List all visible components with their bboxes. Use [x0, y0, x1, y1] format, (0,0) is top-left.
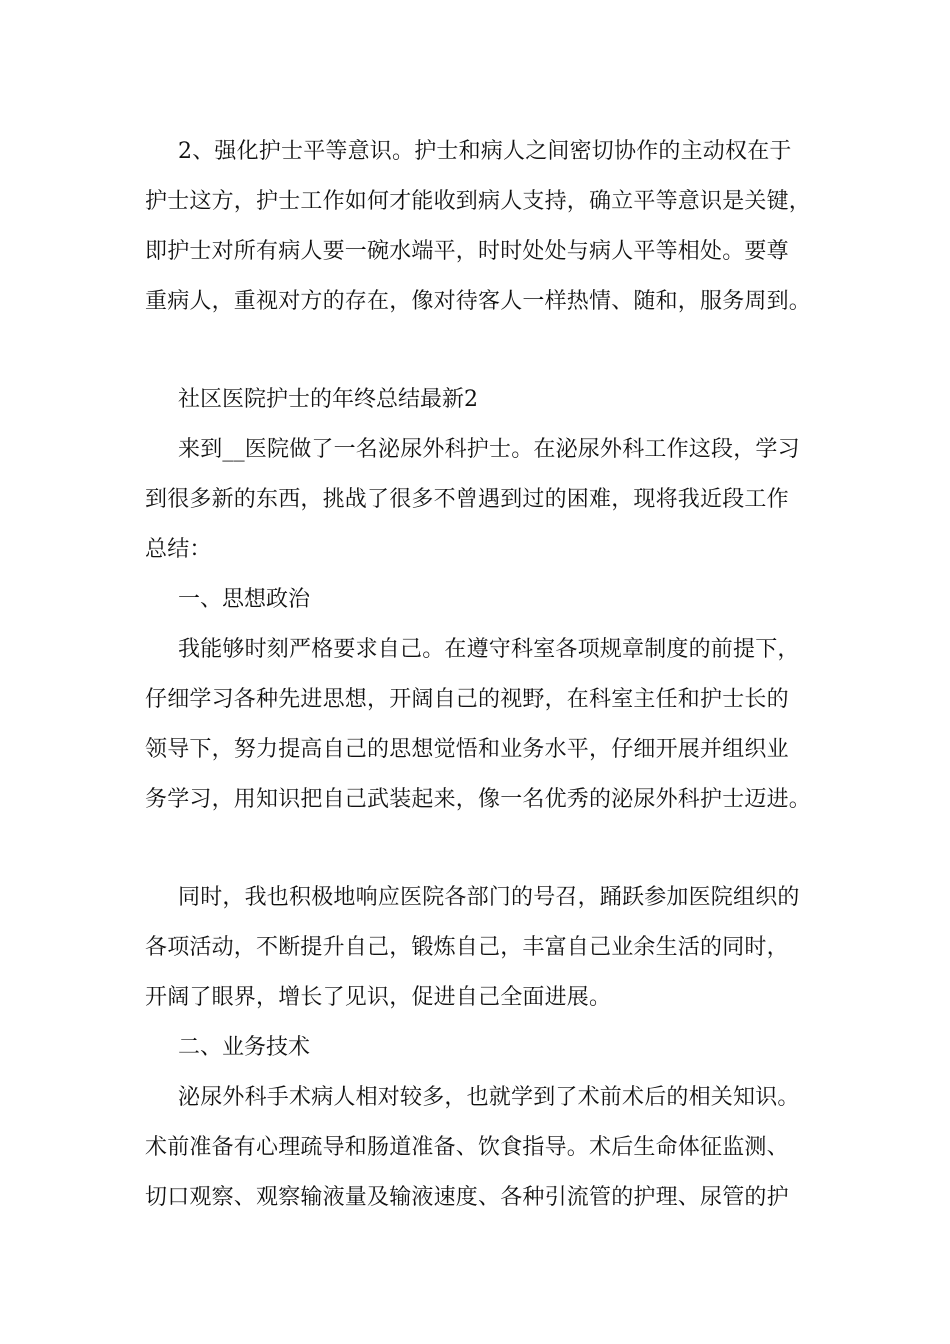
subheading: 二、业务技术	[178, 1035, 311, 1060]
subheading: 一、思想政治	[178, 587, 311, 612]
paragraph-line: 术前准备有心理疏导和肠道准备、饮食指导。术后生命体征监测、	[145, 1135, 789, 1160]
section-title: 社区医院护士的年终总结最新2	[178, 387, 478, 412]
paragraph-line: 2、强化护士平等意识。护士和病人之间密切协作的主动权在于	[178, 139, 792, 164]
paragraph-line: 泌尿外科手术病人相对较多，也就学到了术前术后的相关知识。	[178, 1085, 800, 1110]
paragraph-line: 到很多新的东西，挑战了很多不曾遇到过的困难，现将我近段工作	[145, 487, 789, 512]
paragraph-line: 务学习，用知识把自己武装起来，像一名优秀的泌尿外科护士迈进。	[145, 787, 812, 812]
paragraph-line: 各项活动，不断提升自己，锻炼自己，丰富自己业余生活的同时，	[145, 935, 789, 960]
paragraph-line: 来到__医院做了一名泌尿外科护士。在泌尿外科工作这段，学习	[178, 437, 800, 462]
paragraph-line: 仔细学习各种先进思想，开阔自己的视野，在科室主任和护士长的	[145, 687, 789, 712]
paragraph-line: 同时，我也积极地响应医院各部门的号召，踊跃参加医院组织的	[178, 885, 800, 910]
paragraph-line: 护士这方，护士工作如何才能收到病人支持，确立平等意识是关键，	[145, 189, 812, 214]
paragraph-line: 开阔了眼界，增长了见识，促进自己全面进展。	[145, 985, 612, 1010]
paragraph-line: 领导下，努力提高自己的思想觉悟和业务水平，仔细开展并组织业	[145, 737, 789, 762]
paragraph-line: 重病人，重视对方的存在，像对待客人一样热情、随和，服务周到。	[145, 289, 812, 314]
paragraph-line: 切口观察、观察输液量及输液速度、各种引流管的护理、尿管的护	[145, 1185, 789, 1210]
paragraph-line: 总结：	[145, 537, 212, 562]
paragraph-line: 我能够时刻严格要求自己。在遵守科室各项规章制度的前提下，	[178, 637, 800, 662]
paragraph-line: 即护士对所有病人要一碗水端平，时时处处与病人平等相处。要尊	[145, 239, 789, 264]
